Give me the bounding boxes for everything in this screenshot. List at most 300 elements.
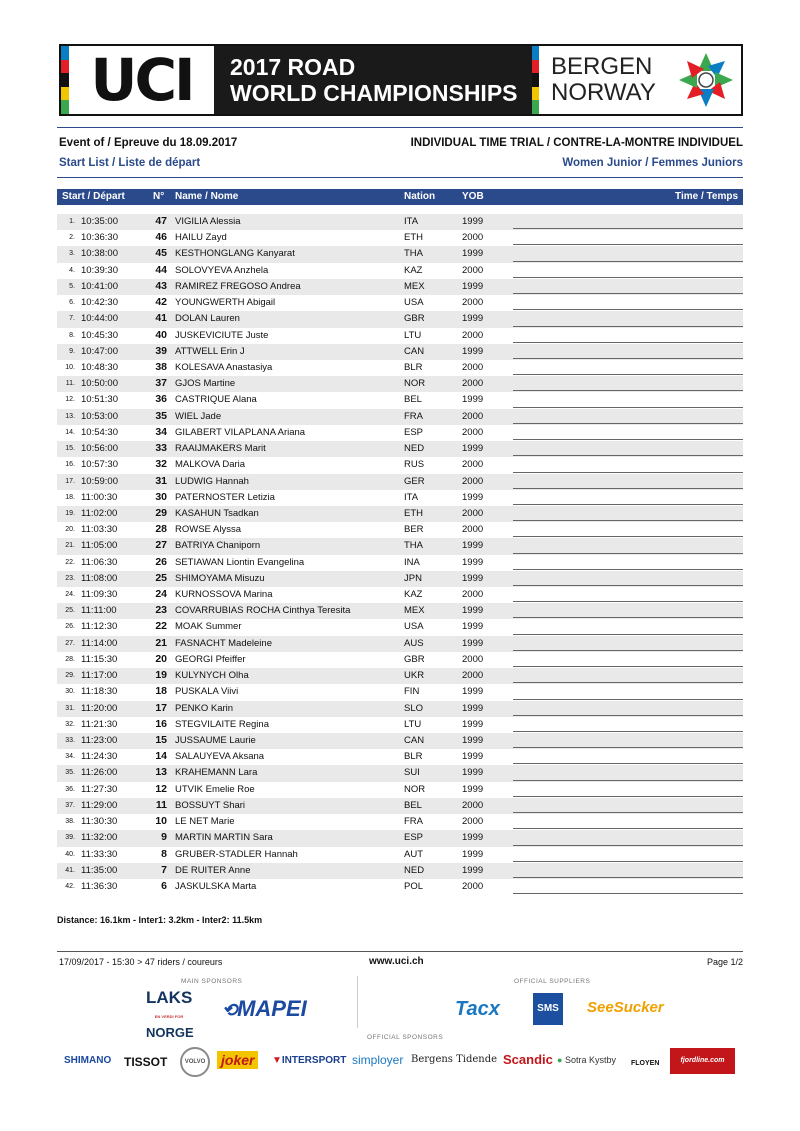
time-entry-line: [513, 812, 743, 813]
rider-start-time: 10:59:00: [81, 475, 118, 487]
rider-start-time: 11:02:00: [81, 507, 118, 519]
rider-index: 4.: [69, 266, 75, 274]
start-list: [57, 214, 743, 895]
rider-name: KASAHUN Tsadkan: [175, 507, 259, 519]
table-row: [57, 457, 743, 473]
rider-yob: 1999: [462, 248, 484, 260]
rider-bib: 11: [155, 798, 167, 811]
table-row: [57, 847, 743, 863]
rider-nation: SLO: [404, 702, 424, 714]
table-row: [57, 879, 743, 895]
rider-nation: POL: [404, 880, 424, 892]
rider-start-time: 11:36:30: [81, 880, 118, 892]
page-number: Page 1/2: [706, 957, 743, 967]
rider-bib: 42: [155, 296, 167, 309]
rider-nation: BLR: [404, 751, 423, 763]
rider-index: 39.: [65, 834, 75, 842]
rider-start-time: 11:12:30: [81, 621, 118, 633]
rider-nation: NED: [404, 443, 425, 455]
rider-start-time: 10:45:30: [81, 329, 118, 341]
rainbow-stripes-right: [532, 46, 539, 114]
rider-nation: INA: [404, 556, 420, 568]
time-entry-line: [513, 326, 743, 327]
rider-bib: 25: [155, 571, 167, 584]
rider-start-time: 10:50:00: [81, 378, 118, 390]
table-row: [57, 765, 743, 781]
rider-start-time: 11:24:30: [81, 751, 118, 763]
table-row: [57, 474, 743, 490]
rider-yob: 1999: [462, 686, 484, 698]
rider-start-time: 11:32:00: [81, 832, 118, 844]
rider-yob: 1999: [462, 783, 484, 795]
rider-yob: 2000: [462, 670, 484, 682]
rider-bib: 21: [155, 636, 167, 649]
rider-nation: ITA: [404, 216, 419, 227]
rider-nation: CAN: [404, 345, 425, 357]
rider-bib: 15: [155, 734, 167, 746]
rider-nation: ITA: [404, 491, 419, 503]
rider-name: RAAIJMAKERS Marit: [175, 443, 266, 455]
rider-bib: 33: [155, 442, 167, 455]
rider-yob: 1999: [462, 313, 484, 325]
time-entry-line: [513, 309, 743, 310]
intersport-logo: ▼INTERSPORT: [272, 1055, 347, 1066]
rider-start-time: 10:48:30: [81, 361, 118, 373]
rider-start-time: 11:21:30: [81, 718, 118, 730]
rider-bib: 37: [155, 377, 167, 390]
rider-yob: 1999: [462, 848, 484, 860]
time-entry-line: [513, 601, 743, 602]
rider-bib: 26: [155, 555, 167, 568]
rider-nation: GBR: [404, 653, 425, 665]
time-entry-line: [513, 585, 743, 586]
table-row: [57, 490, 743, 506]
time-entry-line: [513, 520, 743, 521]
rider-name: KURNOSSOVA Marina: [175, 589, 273, 601]
rider-nation: JPN: [404, 572, 422, 584]
table-header: [57, 189, 743, 205]
time-entry-line: [513, 277, 743, 278]
rider-nation: BEL: [404, 799, 422, 811]
rider-name: KESTHONGLANG Kanyarat: [175, 248, 295, 260]
rider-index: 42.: [65, 882, 75, 890]
rider-yob: 1999: [462, 832, 484, 844]
time-entry-line: [513, 536, 743, 537]
rider-nation: SUI: [404, 767, 420, 779]
rider-index: 26.: [65, 623, 75, 631]
table-row: [57, 636, 743, 652]
rider-bib: 36: [155, 393, 167, 406]
rider-nation: FIN: [404, 686, 420, 698]
rider-start-time: 10:54:30: [81, 426, 118, 438]
rider-start-time: 11:26:00: [81, 767, 118, 779]
rider-bib: 8: [161, 847, 167, 860]
rider-index: 3.: [69, 250, 75, 258]
rider-name: PUSKALA Viivi: [175, 686, 239, 698]
rider-bib: 14: [155, 750, 167, 763]
rider-yob: 1999: [462, 216, 484, 227]
rider-bib: 17: [155, 701, 167, 714]
rider-name: GJOS Martine: [175, 378, 236, 390]
rider-start-time: 10:39:30: [81, 264, 118, 276]
rider-index: 10.: [65, 363, 75, 371]
event-title: INDIVIDUAL TIME TRIAL / CONTRE-LA-MONTRE INDIVIDUEL: [410, 137, 743, 149]
rider-name: DE RUITER Anne: [175, 864, 251, 876]
time-entry-line: [513, 780, 743, 781]
table-row: [57, 684, 743, 700]
table-row: [57, 798, 743, 814]
rider-name: SETIAWAN Liontin Evangelina: [175, 556, 305, 568]
rider-start-time: 11:06:30: [81, 556, 118, 568]
rider-index: 25.: [65, 607, 75, 615]
sponsor-divider: [357, 976, 358, 1028]
rider-nation: AUT: [404, 848, 423, 860]
rider-index: 29.: [65, 672, 75, 680]
rider-index: 40.: [65, 850, 75, 858]
header-rule: [57, 127, 743, 128]
suppliers-label: OFFICIAL SUPPLIERS: [514, 978, 591, 985]
rider-name: JUSSAUME Laurie: [175, 735, 256, 746]
event-date: Event of / Epreuve du 18.09.2017: [59, 137, 238, 149]
rider-yob: 1999: [462, 491, 484, 503]
rider-yob: 2000: [462, 232, 484, 244]
rider-name: JUSKEVICIUTE Juste: [175, 329, 269, 341]
rider-nation: AUS: [404, 637, 424, 649]
tissot-logo: TISSOT: [124, 1055, 168, 1069]
rider-yob: 2000: [462, 426, 484, 438]
rider-nation: GBR: [404, 313, 425, 325]
time-entry-line: [513, 407, 743, 408]
rider-index: 9.: [69, 347, 75, 355]
rider-bib: 6: [161, 879, 167, 892]
rider-nation: THA: [404, 248, 423, 260]
col-bib: N°: [153, 191, 165, 202]
rider-start-time: 10:42:30: [81, 297, 118, 309]
table-row: [57, 360, 743, 376]
rider-name: FASNACHT Madeleine: [175, 637, 272, 649]
rider-bib: 43: [155, 279, 167, 292]
rider-index: 41.: [65, 866, 75, 874]
rider-name: WIEL Jade: [175, 410, 222, 422]
rider-yob: 1999: [462, 394, 484, 406]
table-row: [57, 782, 743, 798]
distance-info: Distance: 16.1km - Inter1: 3.2km - Inter2: 11.5km: [57, 915, 263, 925]
rider-nation: BER: [404, 524, 424, 536]
table-row: [57, 344, 743, 360]
rider-bib: 24: [155, 588, 167, 601]
time-entry-line: [513, 342, 743, 343]
table-row: [57, 701, 743, 717]
rider-yob: 1999: [462, 702, 484, 714]
table-row: [57, 279, 743, 295]
rider-bib: 40: [155, 328, 167, 341]
championship-banner: [59, 44, 743, 116]
rider-bib: 47: [155, 215, 167, 227]
rider-yob: 1999: [462, 280, 484, 292]
rider-bib: 29: [155, 506, 167, 519]
banner-title: 2017 ROAD WORLD CHAMPIONSHIPS: [214, 46, 532, 114]
rider-name: KRAHEMANN Lara: [175, 767, 258, 779]
time-entry-line: [513, 293, 743, 294]
main-sponsors-label: MAIN SPONSORS: [181, 978, 243, 985]
rider-yob: 2000: [462, 799, 484, 811]
rider-index: 2.: [69, 234, 75, 242]
rider-nation: LTU: [404, 718, 422, 730]
time-entry-line: [513, 504, 743, 505]
rider-nation: ETH: [404, 232, 423, 244]
time-entry-line: [513, 731, 743, 732]
time-entry-line: [513, 715, 743, 716]
time-entry-line: [513, 228, 743, 229]
rider-name: DOLAN Lauren: [175, 313, 240, 325]
time-entry-line: [513, 261, 743, 262]
rider-start-time: 11:09:30: [81, 589, 118, 601]
rider-yob: 1999: [462, 621, 484, 633]
time-entry-line: [513, 666, 743, 667]
print-info: 17/09/2017 - 15:30 > 47 riders / coureurs: [59, 957, 223, 967]
time-entry-line: [513, 634, 743, 635]
rider-nation: USA: [404, 297, 424, 309]
rider-start-time: 11:08:00: [81, 572, 118, 584]
table-row: [57, 717, 743, 733]
table-row: [57, 311, 743, 327]
table-row: [57, 603, 743, 619]
rider-start-time: 10:44:00: [81, 313, 118, 325]
rider-index: 30.: [65, 688, 75, 696]
rider-name: BATRIYA Chaniporn: [175, 540, 261, 552]
rider-yob: 2000: [462, 653, 484, 665]
rider-index: 18.: [65, 493, 75, 501]
rider-start-time: 11:35:00: [81, 864, 118, 876]
rider-yob: 2000: [462, 459, 484, 471]
rider-start-time: 10:51:30: [81, 394, 118, 406]
table-row: [57, 263, 743, 279]
rider-bib: 44: [155, 263, 167, 276]
rider-nation: KAZ: [404, 264, 423, 276]
rider-yob: 2000: [462, 589, 484, 601]
rider-name: LUDWIG Hannah: [175, 475, 249, 487]
rider-start-time: 10:36:30: [81, 232, 118, 244]
volvo-logo: VOLVO: [180, 1047, 210, 1077]
table-row: [57, 619, 743, 635]
list-title: Start List / Liste de départ: [59, 157, 201, 169]
rider-bib: 34: [155, 425, 167, 438]
rider-bib: 10: [155, 815, 167, 828]
rider-yob: 2000: [462, 264, 484, 276]
rider-start-time: 10:35:00: [81, 216, 118, 227]
rider-bib: 27: [155, 539, 167, 552]
time-entry-line: [513, 828, 743, 829]
official-sponsors-label: OFFICIAL SPONSORS: [367, 1034, 444, 1041]
rider-name: JASKULSKA Marta: [175, 880, 257, 892]
table-row: [57, 230, 743, 246]
rider-index: 8.: [69, 331, 75, 339]
rider-start-time: 11:05:00: [81, 540, 118, 552]
rider-bib: 31: [155, 474, 167, 487]
rider-name: UTVIK Emelie Roe: [175, 783, 255, 795]
rider-yob: 2000: [462, 361, 484, 373]
rider-bib: 41: [155, 312, 167, 325]
tacx-logo: Tacx: [455, 998, 500, 1020]
rider-yob: 2000: [462, 410, 484, 422]
rider-nation: GER: [404, 475, 425, 487]
rider-index: 20.: [65, 526, 75, 534]
rider-index: 13.: [65, 412, 75, 420]
fjordline-logo: fjordline.com: [670, 1048, 735, 1074]
rider-name: MOAK Summer: [175, 621, 242, 633]
rider-yob: 1999: [462, 540, 484, 552]
rider-start-time: 11:00:30: [81, 491, 118, 503]
col-start: Start / Départ: [62, 191, 125, 202]
col-nation: Nation: [404, 191, 436, 202]
rider-index: 32.: [65, 720, 75, 728]
table-row: [57, 376, 743, 392]
table-row: [57, 733, 743, 749]
rider-bib: 7: [161, 863, 167, 876]
rider-yob: 1999: [462, 718, 484, 730]
rider-index: 7.: [69, 315, 75, 323]
time-entry-line: [513, 617, 743, 618]
rider-name: BOSSUYT Shari: [175, 799, 246, 811]
subheader-rule: [57, 177, 743, 178]
time-entry-line: [513, 569, 743, 570]
rider-nation: RUS: [404, 459, 425, 471]
rider-name: RAMIREZ FREGOSO Andrea: [175, 280, 301, 292]
rider-yob: 1999: [462, 345, 484, 357]
rider-index: 19.: [65, 509, 75, 517]
rider-yob: 1999: [462, 637, 484, 649]
rider-name: GILABERT VILAPLANA Ariana: [175, 426, 306, 438]
rider-name: HAILU Zayd: [175, 232, 227, 244]
time-entry-line: [513, 845, 743, 846]
website-link[interactable]: www.uci.ch: [369, 956, 424, 967]
table-row: [57, 571, 743, 587]
simployer-logo: simployer: [352, 1053, 404, 1067]
table-row: [57, 522, 743, 538]
rider-yob: 1999: [462, 443, 484, 455]
rider-start-time: 11:20:00: [81, 702, 118, 714]
rider-name: MALKOVA Daria: [175, 459, 246, 471]
rider-yob: 2000: [462, 297, 484, 309]
table-row: [57, 246, 743, 262]
rider-start-time: 11:18:30: [81, 686, 118, 698]
rider-start-time: 11:23:00: [81, 735, 118, 746]
time-entry-line: [513, 374, 743, 375]
rider-nation: USA: [404, 621, 424, 633]
rider-start-time: 11:29:00: [81, 799, 118, 811]
time-entry-line: [513, 861, 743, 862]
time-entry-line: [513, 390, 743, 391]
rider-index: 23.: [65, 574, 75, 582]
table-row: [57, 538, 743, 554]
rider-start-time: 10:41:00: [81, 280, 118, 292]
rider-yob: 2000: [462, 329, 484, 341]
rider-yob: 2000: [462, 507, 484, 519]
rider-yob: 1999: [462, 556, 484, 568]
rider-index: 22.: [65, 558, 75, 566]
rider-nation: ESP: [404, 832, 424, 844]
scandic-logo: Scandic: [503, 1052, 553, 1067]
rider-index: 12.: [65, 396, 75, 404]
rider-name: PENKO Karin: [175, 702, 234, 714]
rider-name: KOLESAVA Anastasiya: [175, 361, 273, 373]
rider-index: 36.: [65, 785, 75, 793]
rider-index: 1.: [69, 218, 75, 225]
rider-name: KULYNYCH Olha: [175, 670, 249, 682]
time-entry-line: [513, 699, 743, 700]
rider-bib: 28: [155, 523, 167, 536]
rider-index: 17.: [65, 477, 75, 485]
rider-bib: 18: [155, 685, 167, 698]
rider-yob: 1999: [462, 864, 484, 876]
rider-nation: LTU: [404, 329, 422, 341]
time-entry-line: [513, 358, 743, 359]
table-row: [57, 863, 743, 879]
rider-bib: 23: [155, 604, 167, 617]
rider-index: 16.: [65, 461, 75, 469]
rider-start-time: 11:17:00: [81, 670, 118, 682]
rider-bib: 38: [155, 360, 167, 373]
time-entry-line: [513, 893, 743, 894]
rainbow-stripes: [61, 46, 69, 114]
shimano-logo: SHIMANO: [64, 1055, 112, 1066]
rider-start-time: 11:03:30: [81, 524, 118, 536]
rider-index: 38.: [65, 818, 75, 826]
rider-bib: 45: [155, 247, 167, 260]
rider-index: 28.: [65, 655, 75, 663]
rider-bib: 9: [161, 831, 167, 844]
time-entry-line: [513, 763, 743, 764]
rider-nation: CAN: [404, 735, 425, 746]
uci-logo: UCI: [69, 46, 214, 114]
rider-start-time: 11:11:00: [81, 605, 117, 617]
rider-name: GEORGI Pfeiffer: [175, 653, 246, 665]
rider-nation: FRA: [404, 410, 423, 422]
rider-nation: NED: [404, 864, 425, 876]
rider-index: 5.: [69, 282, 75, 290]
rider-nation: NOR: [404, 783, 426, 795]
time-entry-line: [513, 472, 743, 473]
rider-index: 6.: [69, 299, 75, 307]
rider-start-time: 11:27:30: [81, 783, 118, 795]
floyen-logo: FLOYEN: [631, 1060, 660, 1067]
rider-yob: 1999: [462, 572, 484, 584]
rider-index: 14.: [65, 428, 75, 436]
rider-index: 33.: [65, 737, 75, 744]
table-row: [57, 555, 743, 571]
rider-start-time: 10:53:00: [81, 410, 118, 422]
rider-start-time: 10:56:00: [81, 443, 118, 455]
table-row: [57, 587, 743, 603]
rider-index: 31.: [65, 704, 75, 712]
footer-rule: [57, 951, 743, 952]
rider-yob: 1999: [462, 605, 484, 617]
col-time: Time / Temps: [675, 191, 738, 202]
sotra-kystby-logo: ● Sotra Kystby: [557, 1055, 616, 1065]
table-row: [57, 328, 743, 344]
time-entry-line: [513, 455, 743, 456]
rider-yob: 1999: [462, 767, 484, 779]
rider-nation: NOR: [404, 378, 426, 390]
rider-index: 21.: [65, 542, 75, 550]
rider-index: 37.: [65, 801, 75, 809]
category: Women Junior / Femmes Juniors: [562, 157, 743, 169]
rider-nation: MEX: [404, 605, 425, 617]
rider-nation: ESP: [404, 426, 424, 438]
rider-yob: 2000: [462, 880, 484, 892]
rider-bib: 35: [155, 409, 167, 422]
time-entry-line: [513, 747, 743, 748]
